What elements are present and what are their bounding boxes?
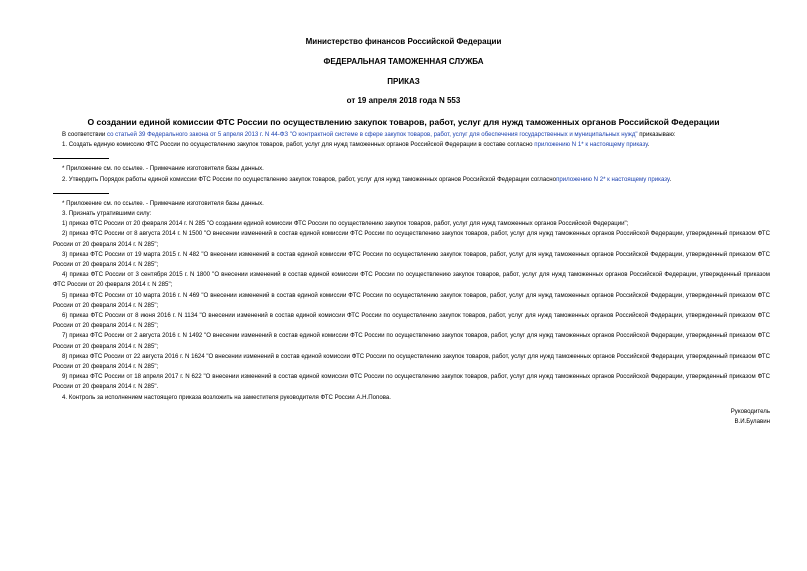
item-1: [53, 140, 770, 150]
repealed-item: 9) приказ ФТС России от 18 апреля 2017 г. N 622 "О внесении изменений в состав единой комиссии ФТС России по осуществлению закупок товаров, работ, услуг для нужд таможенных органов Российской Федерации, утвержденный приказом ФТС России от 20 февраля 2014 г. N 285".: [53, 373, 770, 391]
ministry-heading: Министерство финансов Российской Федерации: [305, 37, 502, 46]
repealed-item: 6) приказ ФТС России от 8 июня 2016 г. N 1134 "О внесении изменений в состав единой комиссии ФТС России по осуществлению закупок товаров, работ, услуг для нужд таможенных органов Российской Федерации, утвержденный приказом ФТС России от 20 февраля 2014 г. N 285";: [53, 312, 770, 330]
repealed-item: 3) приказ ФТС России от 19 марта 2015 г. N 482 "О внесении изменений в состав единой комиссии ФТС России по осуществлению закупок товаров, работ, услуг для нужд таможенных органов Российской Федерации, утвержденный приказом ФТС России от 20 февраля 2014 г. N 285";: [53, 250, 770, 269]
document-title: О создании единой комиссии ФТС России по осуществлению закупок товаров, работ, услуг для нужд таможенных органов Российской Федерации: [87, 117, 720, 127]
item-3-heading: 3. Признать утратившими силу:: [62, 210, 152, 218]
law-link[interactable]: со статьей 39 Федерального закона от 5 апреля 2013 г. N 44-ФЗ "О контрактной системе в сфере закупок товаров, работ, услуг для обеспечения государственных и муниципальных нужд": [106, 131, 638, 138]
repealed-item: 5) приказ ФТС России от 10 марта 2016 г. N 469 "О внесении изменений в состав единой комиссии ФТС России по осуществлению закупок товаров, работ, услуг для нужд таможенных органов Российской Федерации, утвержденный приказом ФТС России от 20 февраля 2014 г. N 285";: [53, 291, 770, 309]
footnote-2: * Приложение см. по ссылке. - Примечание изготовителя базы данных.: [62, 199, 264, 207]
repealed-item: 2) приказ ФТС России от 8 августа 2014 г. N 1500 "О внесении изменений в состав единой комиссии ФТС России по осуществлению закупок товаров, работ, услуг для нужд таможенных органов Российской Федерации, утвержденный приказом ФТС России от 20 февраля 2014 г. N 285";: [53, 230, 770, 248]
repealed-item: 7) приказ ФТС России от 2 августа 2016 г. N 1492 "О внесении изменений в состав единой комиссии ФТС России по осуществлению закупок товаров, работ, услуг для нужд таможенных органов Российской Федерации, утвержденный приказом ФТС России от 20 февраля 2014 г. N 285";: [53, 332, 770, 350]
item-2-end: .: [669, 175, 672, 183]
appendix-2-link[interactable]: приложению N 2* к настоящему приказу: [556, 175, 670, 183]
item-4: 4. Контроль за исполнением настоящего приказа возложить на заместителя руководителя ФТС России А.Н.Попова.: [62, 393, 391, 401]
item-1-end: .: [647, 141, 650, 149]
service-heading: ФЕДЕРАЛЬНАЯ ТАМОЖЕННАЯ СЛУЖБА: [323, 57, 484, 66]
document-body: [53, 130, 770, 427]
footnote-1: * Приложение см. по ссылке. - Примечание изготовителя базы данных.: [62, 165, 264, 173]
footnote-divider: [53, 158, 109, 159]
signatory-position: Руководитель: [730, 407, 770, 415]
repealed-item: 8) приказ ФТС России от 22 августа 2016 г. N 1624 "О внесении изменений в состав единой комиссии ФТС России по осуществлению закупок товаров, работ, услуг для нужд таможенных органов Российской Федерации, утвержденный приказом ФТС России от 20 февраля 2014 г. N 285";: [53, 352, 770, 371]
item-2: [53, 175, 770, 185]
signatory-name: В.И.Булавин: [734, 418, 770, 426]
preamble: [53, 130, 770, 140]
preamble-tail: приказываю:: [637, 131, 676, 138]
date-number-heading: от 19 апреля 2018 года N 553: [346, 96, 461, 105]
preamble-lead: В соответствии: [62, 131, 107, 138]
repealed-item: 4) приказ ФТС России от 3 сентября 2015 г. N 1800 "О внесении изменений в состав единой комиссии ФТС России по осуществлению закупок товаров, работ, услуг для нужд таможенных органов Российской Федерации, утвержденный приказом ФТС России от 20 февраля 2014 г. N 285";: [53, 271, 770, 289]
doc-type-heading: ПРИКАЗ: [387, 77, 420, 86]
item-2-text: 2. Утвердить Порядок работы единой комиссии ФТС России по осуществлению закупок товаров, работ, услуг для нужд таможенных органов Российской Федерации согласно: [62, 175, 557, 183]
appendix-1-link[interactable]: приложению N 1* к настоящему приказу: [534, 141, 648, 149]
item-1-text: 1. Создать единую комиссию ФТС России по осуществлению закупок товаров, работ, услуг для нужд таможенных органов Российской Федерации в составе согласно: [62, 141, 535, 149]
repealed-item: 1) приказ ФТС России от 20 февраля 2014 г. N 285 "О создании единой комиссии ФТС России по осуществлению закупок товаров, работ, услуг для нужд таможенных органов Российской Федерации";: [62, 220, 629, 228]
footnote-divider: [53, 193, 109, 194]
